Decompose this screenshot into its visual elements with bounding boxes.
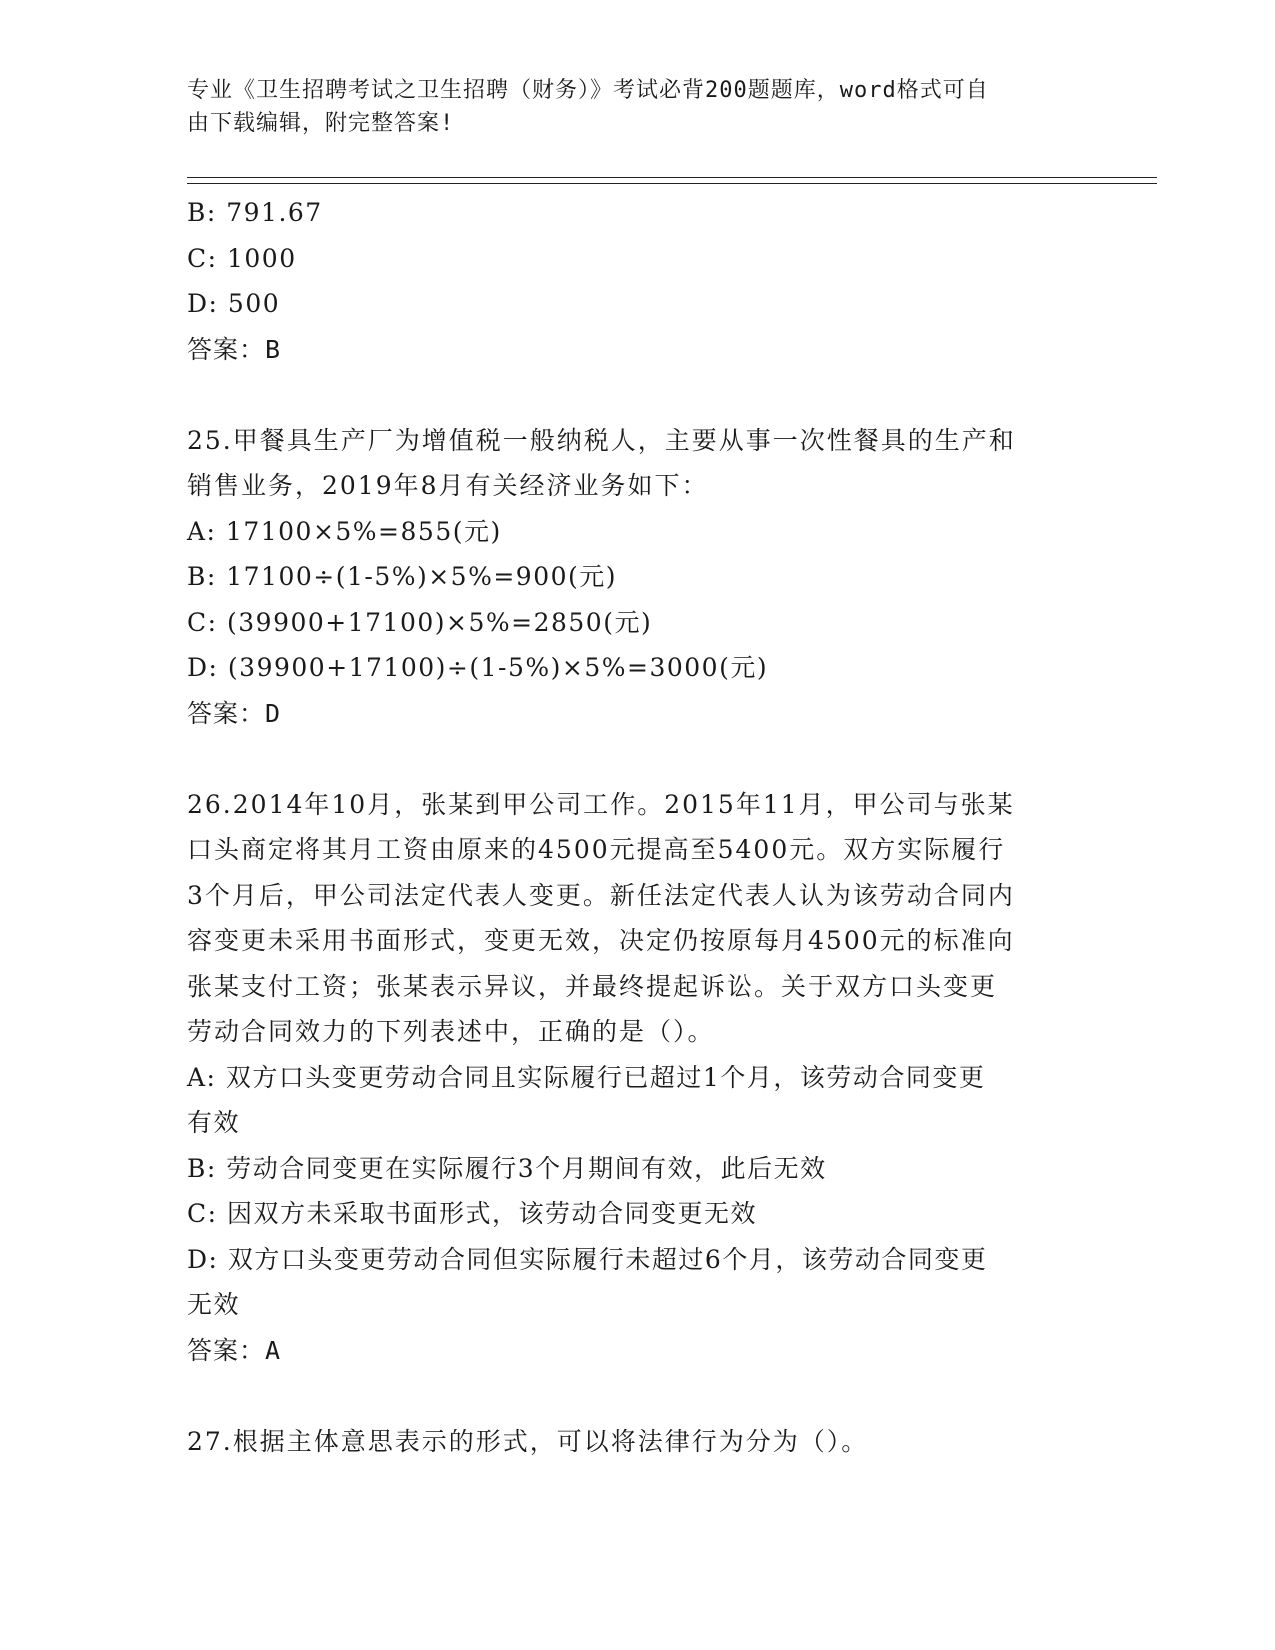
- question-text-line: 容变更未采用书面形式，变更无效，决定仍按原每月4500元的标准向: [187, 926, 1015, 955]
- question-text-line: 口头商定将其月工资由原来的4500元提高至5400元。双方实际履行: [187, 835, 1006, 864]
- option-a: A: 17100×5%=855(元): [187, 516, 502, 546]
- question-content: [187, 190, 1087, 1464]
- option-a: A: 双方口头变更劳动合同且实际履行已超过1个月，该劳动合同变更: [187, 1062, 986, 1092]
- question-text-line: 张某支付工资；张某表示异议，并最终提起诉讼。关于双方口头变更: [187, 971, 998, 1001]
- question-text-line: 劳动合同效力的下列表述中，正确的是（）。: [187, 1017, 715, 1046]
- question-25: [187, 418, 1087, 737]
- option-d: D: 双方口头变更劳动合同但实际履行未超过6个月，该劳动合同变更: [187, 1244, 988, 1274]
- answer-line: 答案：B: [187, 334, 282, 364]
- option-c: C: 1000: [187, 243, 297, 273]
- option-d: D: (39900+17100)÷(1-5%)×5%=3000(元): [187, 653, 769, 682]
- option-c: C: (39900+17100)×5%=2850(元): [187, 607, 653, 637]
- document-header: [187, 74, 1087, 140]
- spacer: [187, 1373, 1087, 1419]
- option-a-continuation: 有效: [187, 1108, 241, 1137]
- option-b: B: 791.67: [187, 198, 323, 227]
- question-text-line: 25.甲餐具生产厂为增值税一般纳税人，主要从事一次性餐具的生产和: [187, 425, 1016, 455]
- option-b: B: 劳动合同变更在实际履行3个月期间有效，此后无效: [187, 1153, 827, 1183]
- question-text-line: 3个月后，甲公司法定代表人变更。新任法定代表人认为该劳动合同内: [187, 880, 1015, 910]
- question-27: [187, 1419, 1087, 1465]
- answer-line: 答案：D: [187, 698, 282, 728]
- header-divider-bottom: [187, 183, 1157, 184]
- question-text-line: 销售业务，2019年8月有关经济业务如下：: [187, 471, 709, 500]
- answer-line: 答案：A: [187, 1335, 282, 1365]
- spacer: [187, 736, 1087, 782]
- option-c: C: 因双方未采取书面形式，该劳动合同变更无效: [187, 1199, 757, 1228]
- question-24: [187, 190, 1087, 372]
- question-text-line: 27.根据主体意思表示的形式，可以将法律行为分为（）。: [187, 1426, 869, 1456]
- option-b: B: 17100÷(1-5%)×5%=900(元): [187, 562, 618, 591]
- spacer: [187, 372, 1087, 418]
- header-line-1: 专业《卫生招聘考试之卫生招聘（财务）》考试必背200题题库，word格式可自: [187, 78, 989, 103]
- header-line-2: 由下载编辑，附完整答案!: [187, 111, 455, 136]
- question-26: [187, 782, 1087, 1374]
- option-d-continuation: 无效: [187, 1290, 241, 1319]
- option-d: D: 500: [187, 289, 281, 318]
- question-text-line: 26.2014年10月，张某到甲公司工作。2015年11月，甲公司与张某: [187, 789, 1015, 819]
- header-divider-top: [187, 177, 1157, 178]
